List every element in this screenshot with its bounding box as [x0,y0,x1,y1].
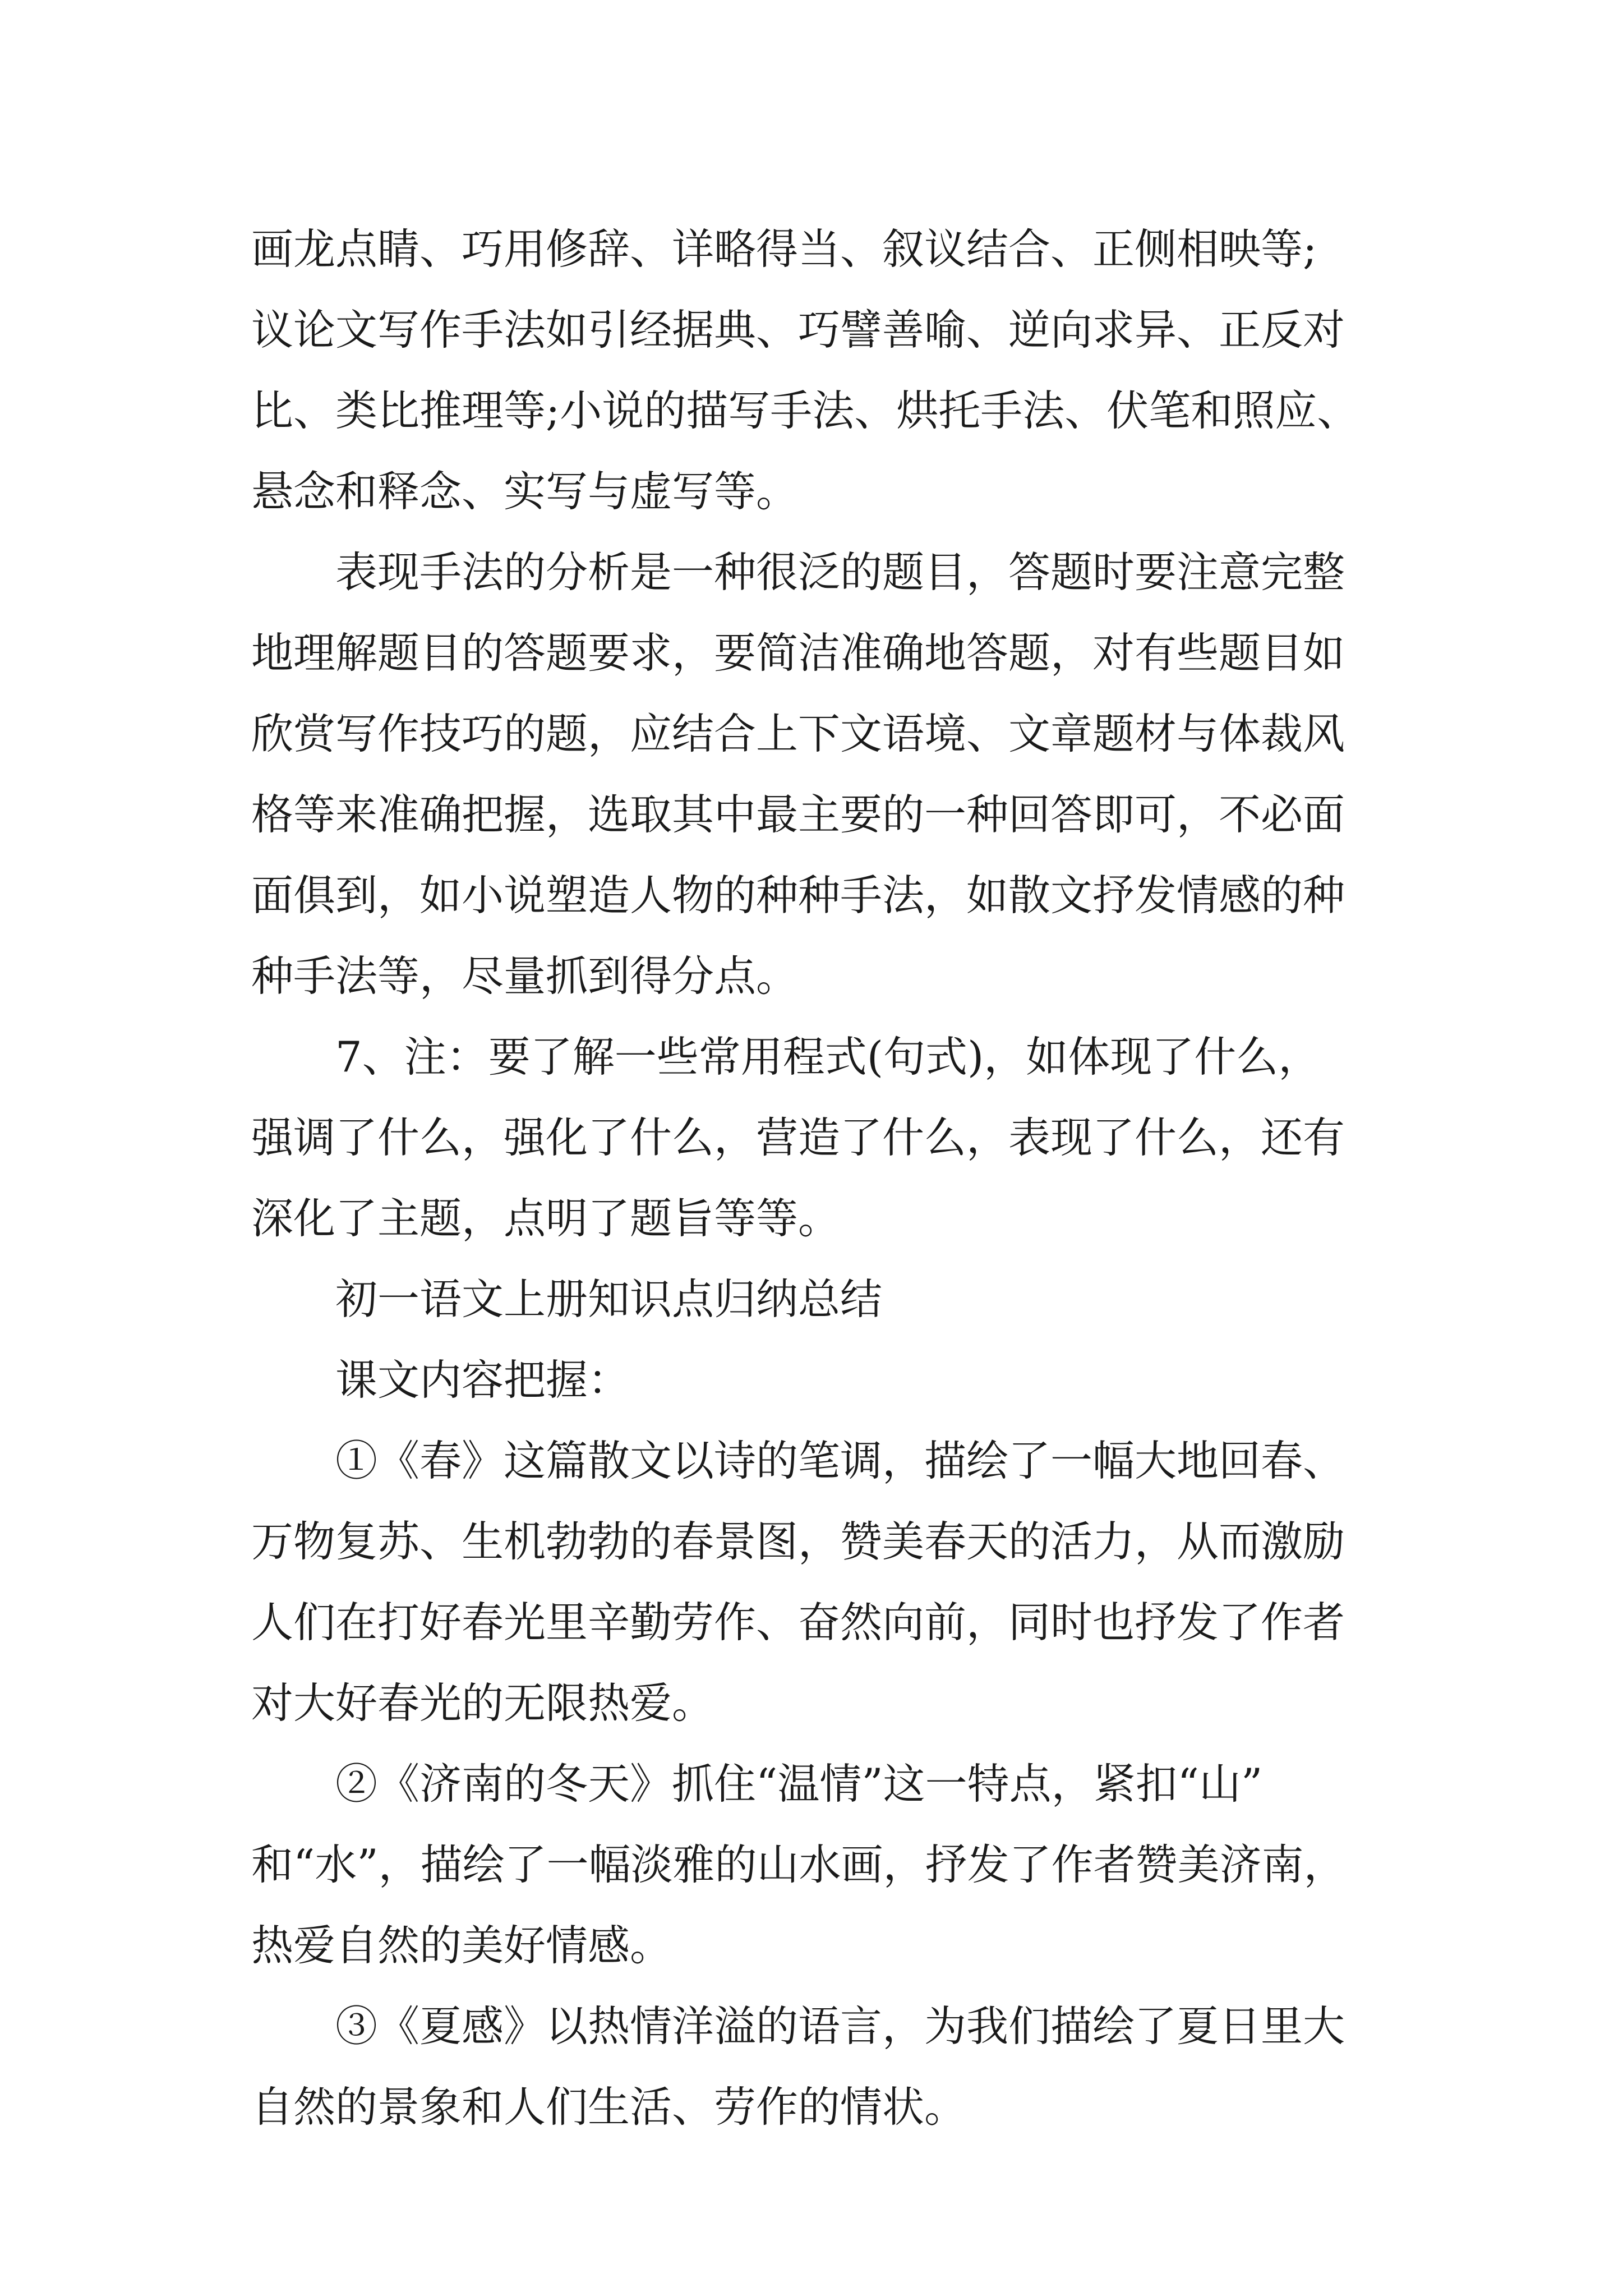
text-line: 自然的景象和人们生活、劳作的情状。 [251,2082,967,2132]
text-line: 悬念和释念、实写与虚写等。 [251,467,799,516]
text-line: 万物复苏、生机勃勃的春景图，赞美春天的活力，从而激励 [251,1517,1345,1566]
text-line: 地理解题目的答题要求，要简洁准确地答题，对有些题目如 [251,628,1345,678]
text-line: 比、类比推理等;小说的描写手法、烘托手法、伏笔和照应、 [251,386,1359,435]
paragraph-first-line: 7、注：要了解一些常用程式(句式)，如体现了什么， [335,1032,1321,1082]
text-line: 欣赏写作技巧的题，应结合上下文语境、文章题材与体裁风 [251,709,1345,758]
text-line: 面俱到，如小说塑造人物的种种手法，如散文抒发情感的种 [251,871,1345,920]
text-line: 强调了什么，强化了什么，营造了什么，表现了什么，还有 [251,1113,1345,1162]
paragraph-first-line: ②《济南的冬天》抓住“温情”这一特点，紧扣“山” [335,1759,1263,1809]
paragraph-first-line: ③《夏感》以热情洋溢的语言，为我们描绘了夏日里大 [335,2001,1345,2051]
document-body [251,209,1390,2147]
text-line: 和“水”，描绘了一幅淡雅的山水画，抒发了作者赞美济南， [251,1840,1346,1889]
text-line: 画龙点睛、巧用修辞、详略得当、叙议结合、正侧相映等; [251,224,1317,274]
paragraph-first-line: ①《春》这篇散文以诗的笔调，描绘了一幅大地回春、 [335,1436,1345,1485]
paragraph-first-line: 表现手法的分析是一种很泛的题目，答题时要注意完整 [335,547,1345,597]
text-line: 议论文写作手法如引经据典、巧譬善喻、逆向求异、正反对 [251,305,1345,355]
text-line: 热爱自然的美好情感。 [251,1921,672,1970]
text-line: 种手法等，尽量抓到得分点。 [251,951,799,1001]
text-line: 对大好春光的无限热爱。 [251,1678,714,1728]
subsection-heading: 课文内容把握： [335,1355,630,1405]
section-heading: 初一语文上册知识点归纳总结 [335,1274,883,1324]
text-line: 人们在打好春光里辛勤劳作、奋然向前，同时也抒发了作者 [251,1598,1345,1647]
text-line: 格等来准确把握，选取其中最主要的一种回答即可，不必面 [251,790,1345,839]
text-line: 深化了主题，点明了题旨等等。 [251,1194,841,1243]
